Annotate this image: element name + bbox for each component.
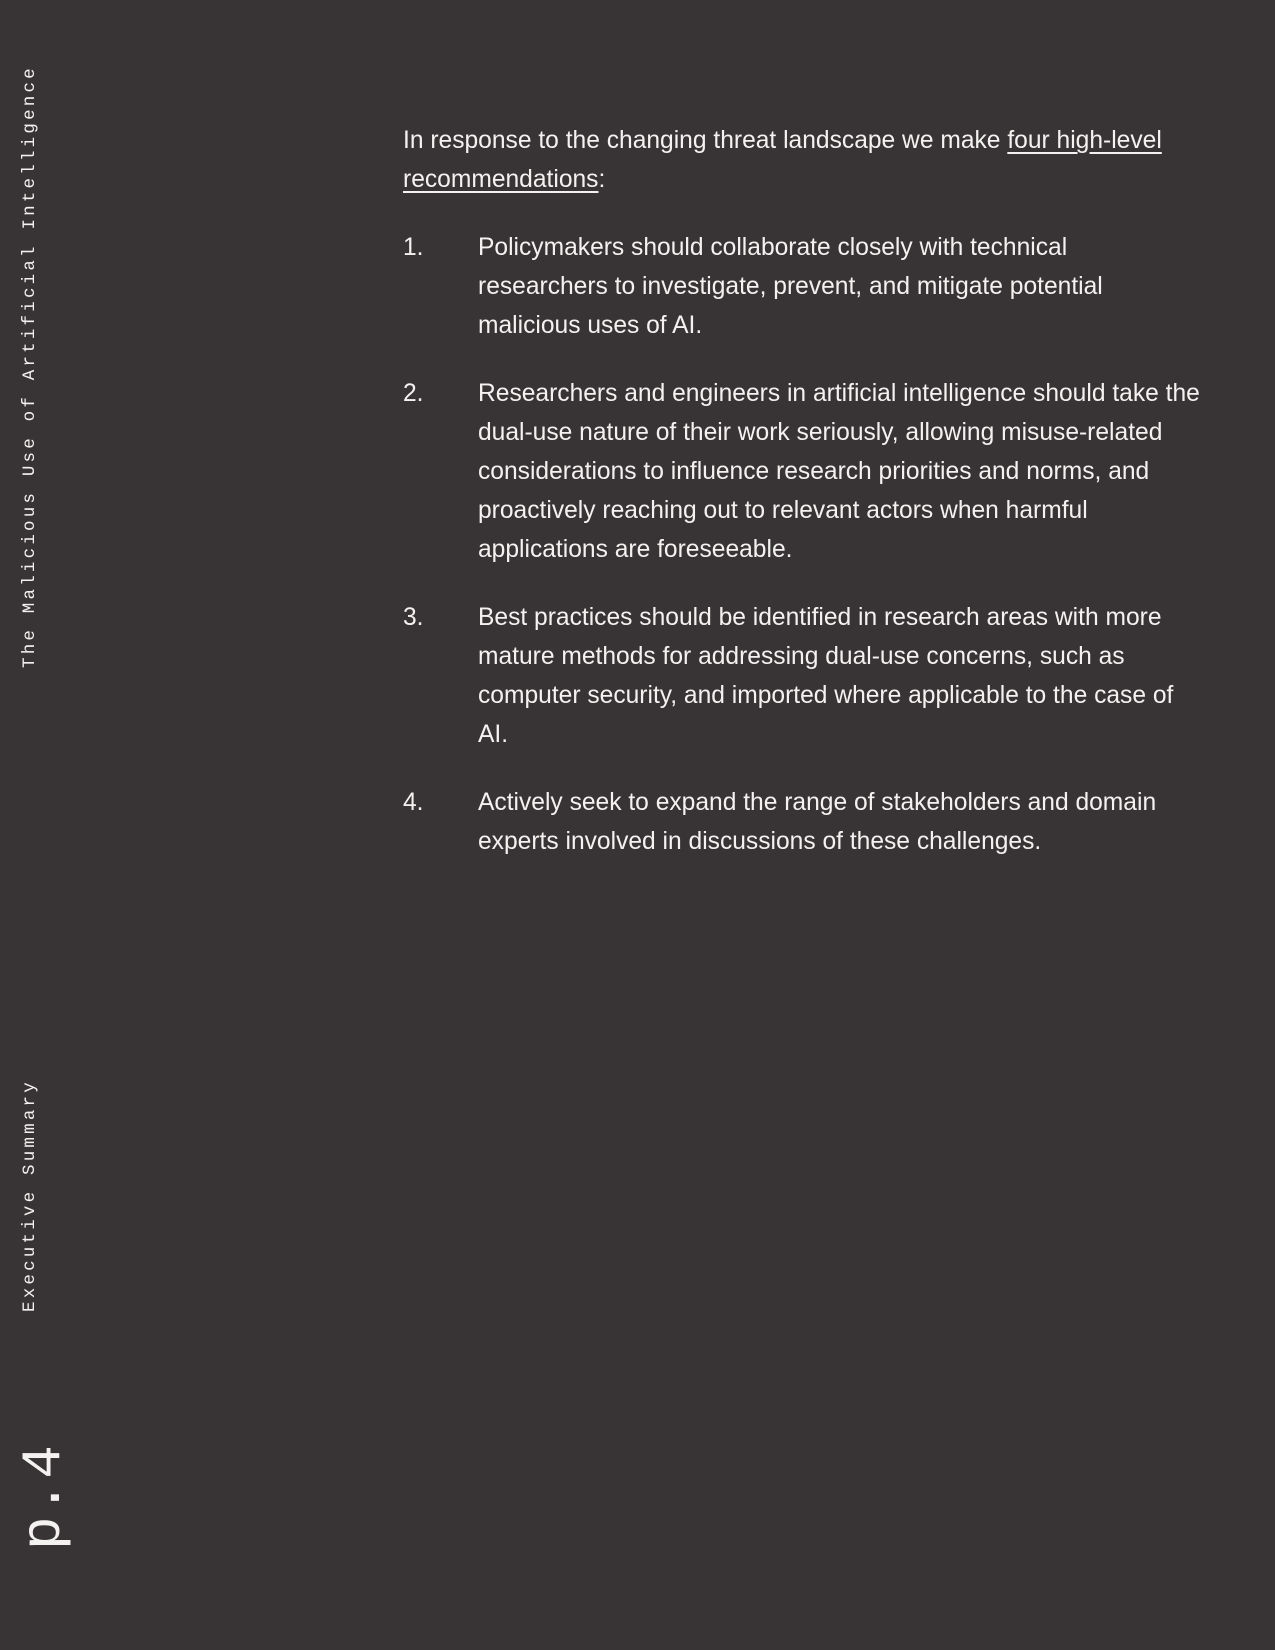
list-item — [403, 598, 1203, 754]
intro-text: In response to the changing threat landscape we make — [403, 127, 1008, 154]
list-item — [403, 783, 1203, 861]
list-item — [403, 374, 1203, 569]
recommendations-link[interactable]: four high-level recommendations — [403, 127, 1162, 193]
intro-colon: : — [598, 166, 606, 193]
list-item-text: Researchers and engineers in artificial intelligence should take the dual-use nature of their work seriously, allowing misuse-related considerations to influence research priorities and norms, and proactively reaching out to relevant actors when harmful applications are foreseeable. — [478, 380, 1200, 563]
document-title: The Malicious Use of Artificial Intelligence — [20, 65, 40, 668]
recommendations-list — [403, 228, 1203, 861]
page-number: p.4 — [12, 1443, 76, 1550]
list-item-number: 3. — [403, 604, 424, 631]
intro-paragraph — [403, 121, 1203, 199]
list-item-number: 2. — [403, 380, 424, 407]
section-title: Executive Summary — [20, 1079, 40, 1312]
list-item-text: Best practices should be identified in research areas with more mature methods for addressing dual-use concerns, such as computer security, and imported where applicable to the case of AI. — [478, 604, 1174, 748]
list-item-number: 4. — [403, 789, 424, 816]
list-item-text: Policymakers should collaborate closely with technical researchers to investigate, prevent, and mitigate potential malicious uses of AI. — [478, 234, 1103, 339]
list-item-number: 1. — [403, 234, 424, 261]
list-item-text: Actively seek to expand the range of stakeholders and domain experts involved in discussions of these challenges. — [478, 789, 1157, 855]
main-content — [403, 121, 1203, 890]
list-item — [403, 228, 1203, 345]
